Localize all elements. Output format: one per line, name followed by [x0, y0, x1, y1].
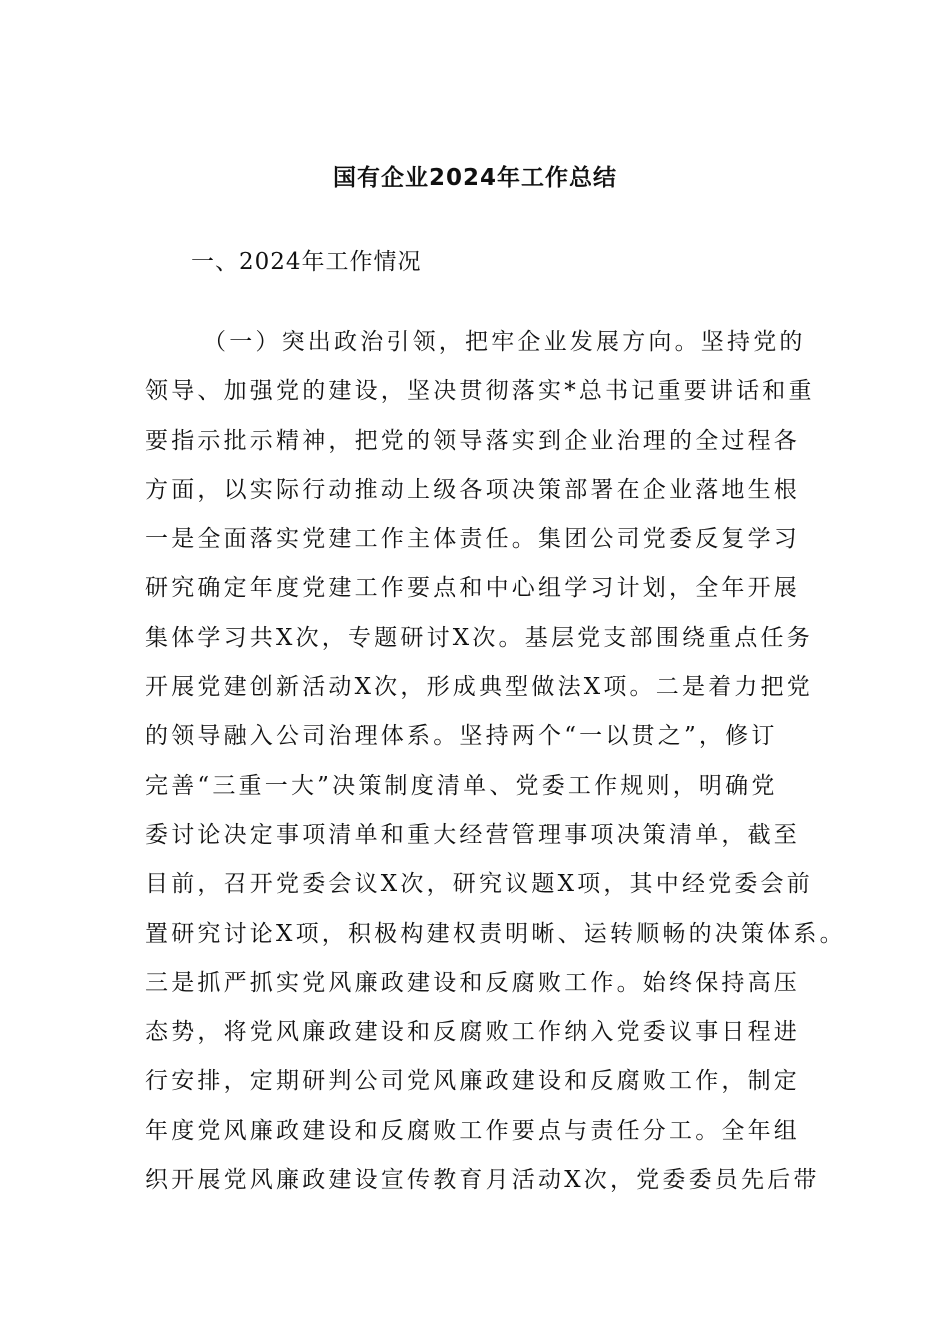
paragraph-line: 集体学习共X次，专题研讨X次。基层党支部围绕重点任务: [145, 624, 813, 651]
paragraph-line: 目前，召开党委会议X次，研究议题X项，其中经党委会前: [145, 871, 813, 898]
paragraph-line: 年度党风廉政建设和反腐败工作要点与责任分工。全年组: [145, 1117, 800, 1144]
paragraph-line: 的领导融入公司治理体系。坚持两个“一以贯之”，修订: [145, 723, 778, 750]
body-paragraph: [145, 318, 845, 1205]
document-title: 国有企业2024年工作总结: [332, 165, 617, 191]
paragraph-line: 置研究讨论X项，积极构建权责明晰、运转顺畅的决策体系。: [145, 920, 846, 947]
paragraph-line: 开展党建创新活动X次，形成典型做法X项。二是着力把党: [145, 674, 813, 701]
paragraph-line: 织开展党风廉政建设宣传教育月活动X次，党委委员先后带: [145, 1167, 820, 1194]
paragraph-line: 一是全面落实党建工作主体责任。集团公司党委反复学习: [145, 526, 800, 553]
paragraph-line: 态势，将党风廉政建设和反腐败工作纳入党委议事日程进: [145, 1019, 800, 1046]
paragraph-line: 要指示批示精神，把党的领导落实到企业治理的全过程各: [145, 427, 800, 454]
paragraph-line: 方面，以实际行动推动上级各项决策部署在企业落地生根: [145, 476, 800, 503]
paragraph-line: （一）突出政治引领，把牢企业发展方向。坚持党的: [203, 329, 806, 355]
section-heading: 一、2024年工作情况: [191, 249, 422, 275]
paragraph-line: 三是抓严抓实党风廉政建设和反腐败工作。始终保持高压: [145, 969, 800, 996]
paragraph-line: 完善“三重一大”决策制度清单、党委工作规则，明确党: [145, 772, 778, 799]
paragraph-line: 行安排，定期研判公司党风廉政建设和反腐败工作，制定: [145, 1068, 800, 1095]
paragraph-line: 领导、加强党的建设，坚决贯彻落实*总书记重要讲话和重: [145, 378, 815, 405]
paragraph-line: 研究确定年度党建工作要点和中心组学习计划，全年开展: [145, 575, 800, 602]
paragraph-line: 委讨论决定事项清单和重大经营管理事项决策清单，截至: [145, 821, 800, 848]
